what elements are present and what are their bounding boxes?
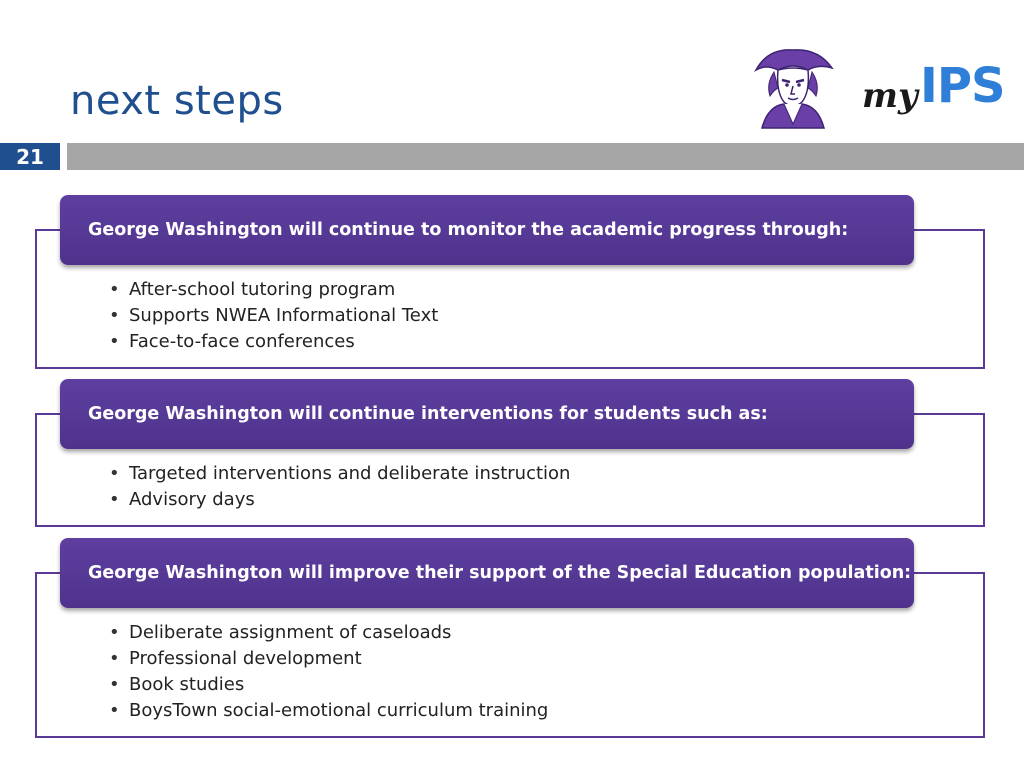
logo-my-text: my (862, 76, 918, 116)
page-title: next steps (70, 78, 284, 124)
list-item: • Professional development (105, 646, 548, 672)
slide-number: 21 (0, 143, 60, 170)
list-item: • Advisory days (105, 487, 570, 513)
list-item: • Targeted interventions and deliberate instruction (105, 461, 570, 487)
list-item: • Supports NWEA Informational Text (105, 303, 438, 329)
title-divider-bar (67, 143, 1024, 170)
myips-logo (862, 58, 1007, 124)
section-heading: George Washington will continue to monitor the academic progress through: (60, 195, 914, 265)
section-heading: George Washington will improve their support of the Special Education population: (60, 538, 914, 608)
list-item: • Deliberate assignment of caseloads (105, 620, 548, 646)
bullet-list (105, 461, 570, 513)
section-heading: George Washington will continue interventions for students such as: (60, 379, 914, 449)
list-item: • Book studies (105, 672, 548, 698)
mascot-logo (748, 40, 838, 130)
bullet-list (105, 620, 548, 724)
list-item: • After-school tutoring program (105, 277, 438, 303)
patriot-mascot-icon (748, 40, 838, 130)
logo-ips-text: IPS (920, 58, 1005, 114)
list-item: • BoysTown social-emotional curriculum training (105, 698, 548, 724)
bullet-list (105, 277, 438, 355)
list-item: • Face-to-face conferences (105, 329, 438, 355)
